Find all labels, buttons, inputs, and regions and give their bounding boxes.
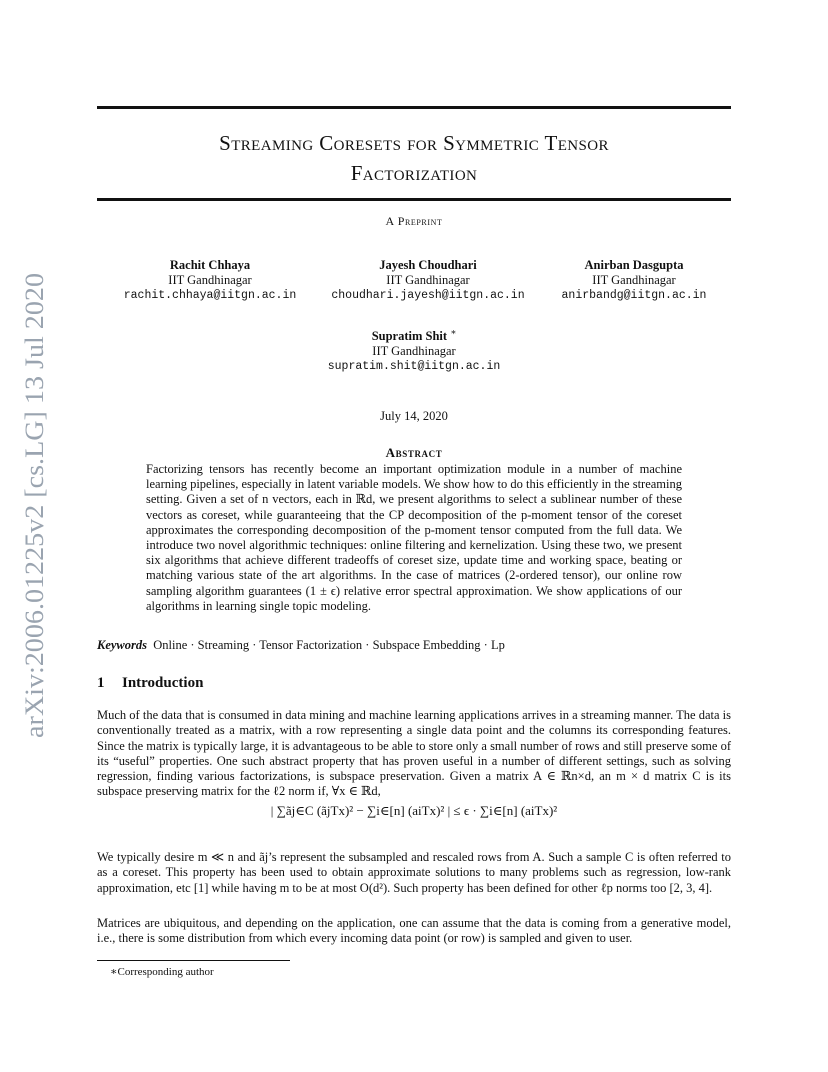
title-bottom-rule [97,198,731,201]
author-affiliation: IIT Gandhinagar [592,273,676,287]
section-heading [97,675,203,692]
paper-title-line1: Streaming Coresets for Symmetric Tensor [219,131,609,155]
title-top-rule [97,106,731,109]
author-block [546,258,722,303]
paper-date: July 14, 2020 [380,409,448,423]
abstract-text: Factorizing tensors has recently become an important optimization module in a number of machine learning pipelines, especially in latent variable models. We show how to do this efficiently in the streaming setting. Given a set of n vectors, each in ℝd, we present algorithms to select a sublinear number of these vectors as coreset, while guaranteeing that the CP decomposition of the p-moment tensor of the coreset approximates the corresponding decomposition of the p-moment tensor computed from the full data. We introduce two novel algorithmic techniques: online filtering and kernelization. Using these two, we present six algorithms that achieve different tradeoffs of coreset size, update time and working space, beating or matching various state of the art algorithms. In the case of matrices (2-ordered tensor), our online row sampling algorithm guarantees (1 ± ϵ) relative error spectral approximation. We show applications of our algorithms in learning single topic modeling. [146,462,682,613]
author-name: Rachit Chhaya [169,258,251,272]
intro-paragraph-2: We typically desire m ≪ n and ãj’s represent the subsampled and rescaled rows from A. Such a sample C is often referred to as a coreset. This property has been used to obtain approximate solutions to many problems such as regression, low-rank approximation, etc [1] while having m to be at most O(d²). Such property has been defined for other ℓp norms too [2, 3, 4]. [97,850,731,895]
corresponding-mark: ∗ [450,327,457,337]
author-block [314,325,514,374]
author-name: Supratim Shit [371,329,448,344]
author-affiliation: IIT Gandhinagar [386,273,470,287]
author-email[interactable]: choudhari.jayesh@iitgn.ac.in [331,289,525,302]
paper-title [97,128,731,188]
footnote-rule [97,960,290,961]
keywords-list: Online · Streaming · Tensor Factorization · Subspace Embedding · Lp [153,638,505,652]
author-name: Jayesh Choudhari [379,258,477,272]
author-name: Anirban Dasgupta [584,258,684,272]
author-block [318,258,538,303]
section-title: Introduction [122,675,204,691]
author-name-line [314,325,514,344]
intro-paragraph-1: Much of the data that is consumed in data mining and machine learning applications arrives in a streaming manner. The data is conventionally treated as a matrix, with a row representing a single data point and the columns its corresponding features. Since the matrix is typically large, it is advantageous to be able to store only a small number of rows and still preserve some of its “useful” properties. One such abstract property that has proven useful in a number of different settings, such as solving regression, finding various factorizations, is subspace preservation. Given a matrix A ∈ ℝn×d, an m × d matrix C is its subspace preserving matrix for the ℓ2 norm if, ∀x ∈ ℝd, [97,708,731,799]
author-block [110,258,310,303]
abstract-heading: Abstract [385,445,443,460]
intro-paragraph-3: Matrices are ubiquitous, and depending on the application, one can assume that the data is coming from a generative model, i.e., there is some distribution from which every incoming data point (or row) is sampled and given to user. [97,916,731,946]
author-affiliation: IIT Gandhinagar [168,273,252,287]
arxiv-stamp [16,268,50,738]
paper-title-line2: Factorization [350,161,478,185]
author-affiliation: IIT Gandhinagar [372,344,456,359]
keywords-label: Keywords [97,638,147,652]
keywords-line [97,638,505,653]
section-number: 1 [97,675,105,691]
author-email[interactable]: anirbandg@iitgn.ac.in [561,289,707,302]
author-email[interactable]: supratim.shit@iitgn.ac.in [327,360,501,374]
subspace-equation: | ∑ãj∈C (ãjTx)² − ∑i∈[n] (aiTx)² | ≤ ϵ · ∑i∈[n] (aiTx)² [270,803,558,818]
footnote: ∗Corresponding author [110,966,214,978]
arxiv-stamp-text: arXiv:2006.01225v2 [cs.LG] 13 Jul 2020 [20,307,49,738]
preprint-label: A Preprint [385,214,443,228]
author-email[interactable]: rachit.chhaya@iitgn.ac.in [123,289,297,302]
